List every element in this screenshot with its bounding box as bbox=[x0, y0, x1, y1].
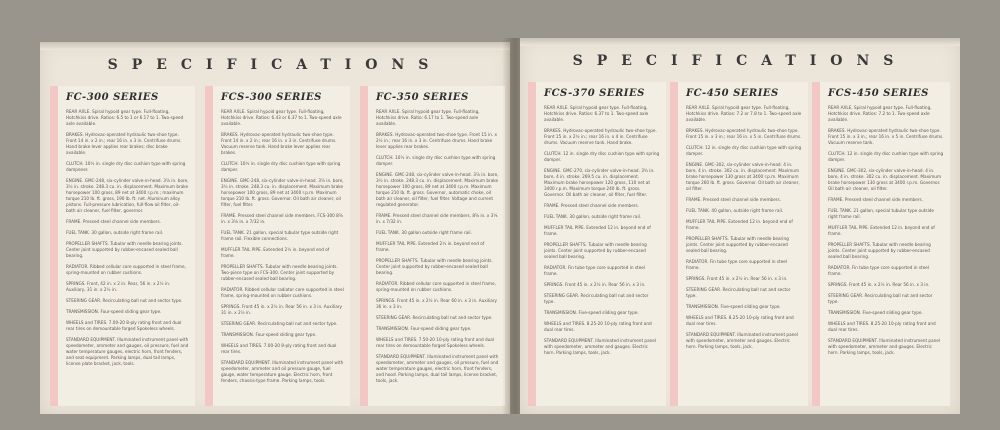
page-top-shadow bbox=[520, 38, 960, 46]
spec-column bbox=[528, 82, 666, 406]
spec-paragraph: MUFFLER TAIL PIPE. Extended 2½ in. beyond end of frame. bbox=[221, 247, 330, 258]
spec-paragraph: CLUTCH. 10½ in. single dry disc cushion type with spring dampener. bbox=[66, 161, 186, 172]
spec-paragraph: CLUTCH. 12 in. single dry disc cushion type with spring damper. bbox=[686, 145, 802, 156]
spec-paragraph: PROPELLER SHAFTS. Tubular with needle bearing joints. Center joint supported by rubber-encased sealed ball bearing. bbox=[686, 236, 789, 253]
spec-paragraph: PROPELLER SHAFTS. Tubular with needle bearing joints. Two-piece type on FCS-300. Center joint supported by rubber-encased sealed ball bearing. bbox=[221, 264, 338, 281]
spec-paragraph: REAR AXLE. Spiral hypoid gear type. Full-floating, Hotchkiss drive. Ratios: 7.2 or 7.8 to 1. Two-speed axle available. bbox=[686, 105, 802, 122]
spec-paragraph: STANDARD EQUIPMENT. Illuminated instrument panel with speedometer, ammeter and gauges. Electric horn. Parking lamps, tools, jack. bbox=[544, 338, 657, 355]
spec-paragraph: REAR AXLE. Spiral hypoid gear type. Full-floating, Hotchkiss drive. Ratios: 6.5 to 1 or 6.17 to 1. Two-speed axle available. bbox=[66, 109, 184, 126]
spec-paragraph: MUFFLER TAIL PIPE. Extended 12 in. beyond end of frame. bbox=[686, 219, 793, 230]
spec-paragraph: RADIATOR. Fin tube type core supported in steel frame. bbox=[828, 265, 930, 276]
spec-paragraph: CLUTCH. 12 in. single dry disc cushion type with spring damper. bbox=[544, 151, 660, 162]
spec-paragraph: FRAME. Pressed steel channel side members. FCS-300 8⅝ in. x 3⅛ in. x 7/32 in. bbox=[221, 213, 343, 224]
left-header-title: SPECIFICATIONS bbox=[107, 57, 443, 73]
spec-paragraph: RADIATOR. Ribbed cellular core supported in steel frame, spring-mounted on rubber cushions. bbox=[66, 264, 186, 275]
spec-paragraph: CLUTCH. 10½ in. single dry disc cushion type with spring damper. bbox=[221, 161, 341, 172]
spec-paragraph: STEERING GEAR. Recirculating ball nut and sector type. bbox=[66, 298, 183, 303]
spec-paragraph: ENGINE. GMC-248, six-cylinder valve-in-head. 3⅞ in. bore, 3½ in. stroke. 248.3 cu. in. displacement. Maximum brake horsepower 100 gross, 89 net at 3400 r.p.m. Maximum torque 210 lb. ft. gross. Governor, automatic choke, oil bath air cleaner, oil filter, fuel filter. Voltage and current regulated generator. bbox=[376, 172, 499, 207]
spec-column bbox=[812, 82, 950, 406]
spec-paragraph: FRAME. Pressed steel channel side members. bbox=[686, 197, 782, 202]
spec-paragraph: REAR AXLE. Spiral hypoid gear type. Full-floating, Hotchkiss drive. Ratio: 6.17 to 1. Two-speed axle available. bbox=[376, 109, 480, 126]
spec-paragraph: SPRINGS. Front 45 in. x 2½ in. Rear 56 in. x 3 in. bbox=[544, 282, 646, 287]
spec-paragraph: FRAME. Pressed steel channel side members. 8⅝ in. x 3⅛ in. x 7/32 in. bbox=[376, 213, 498, 224]
spec-paragraph: STEERING GEAR. Recirculating ball nut and sector type. bbox=[544, 293, 649, 304]
spec-paragraph: STANDARD EQUIPMENT. Illuminated instrument panel with speedometer, ammeter and gauges. Electric horn. Parking lamps, tools, jack. bbox=[828, 338, 941, 355]
spec-paragraph: WHEELS and TIRES. 7.50-20 10-ply rating front and dual rear tires on demountable forged Spokeless wheels. bbox=[376, 337, 495, 348]
spec-paragraph: WHEELS and TIRES. 8.25-20 10-ply rating front and dual rear tires. bbox=[828, 321, 936, 332]
spec-paragraph: WHEELS and TIRES. 8.25-20 10-ply rating front and dual rear tires. bbox=[686, 315, 794, 326]
spec-paragraph: RADIATOR. Ribbed cellular core supported in steel frame, spring-mounted on rubber cushions. bbox=[376, 281, 496, 292]
spec-column bbox=[205, 86, 350, 406]
spec-paragraph: PROPELLER SHAFTS. Tubular with needle bearing joints. Center joint supported by rubber-encased sealed ball bearing. bbox=[828, 242, 931, 259]
series-title: FCS-300 SERIES bbox=[221, 92, 322, 103]
spec-paragraph: FUEL TANK. 30 gallon outside right frame rail. bbox=[376, 230, 472, 235]
spec-paragraph: BRAKES. Hydrovac-operated hydraulic two-shoe type. Front 14 in. x 2 in.; rear 16 in. x 3 in. Centrifuse drums. Hand brake lever applies rear brakes; disc brake available. bbox=[66, 132, 182, 155]
spec-paragraph: STANDARD EQUIPMENT. Illuminated instrument panel with speedometer, ammeter and gauges, oil pressure, fuel and water temperature gauges, electric horn, front fenders, and seat equipment. Parking lamps, dual tail lamps, license plate bracket, jack, tools. bbox=[66, 337, 189, 366]
spec-paragraph: PROPELLER SHAFTS. Tubular with needle bearing joints. Center joint supported by rubber-encased sealed ball bearing. bbox=[544, 242, 647, 259]
spec-paragraph: FUEL TANK. 30 gallon, outside right frame rail. bbox=[66, 230, 164, 235]
series-title: FCS-450 SERIES bbox=[828, 88, 929, 99]
spec-paragraph: CLUTCH. 10½ in. single dry disc cushion type with spring damper. bbox=[376, 155, 496, 166]
spec-paragraph: STANDARD EQUIPMENT. Illuminated instrument panel with speedometer, ammeter and gauges. Electric horn. Parking lamps, tools, jack. bbox=[686, 332, 799, 349]
spec-paragraph: STEERING GEAR. Recirculating ball nut and sector type. bbox=[376, 315, 493, 320]
spec-paragraph: FUEL TANK. 40 gallon, outside right frame rail. bbox=[686, 208, 784, 213]
spec-paragraph: SPRINGS. Front 45 in. x 2½ in. Rear 56 in. x 3 in. bbox=[686, 276, 788, 281]
spec-paragraph: SPRINGS. Front 45 in. x 2½ in. Rear 56 in. x 3 in. bbox=[828, 282, 930, 287]
spec-paragraph: STANDARD EQUIPMENT. Illuminated instrument panel with speedometer, ammeter and oil pressure gauge, fuel gauge, water temperature gauge. Electric horn, front fenders, chassis-type frame. Parking lamps, tools. bbox=[221, 360, 344, 383]
spec-paragraph: CLUTCH. 12 in. single dry disc cushion type with spring damper. bbox=[828, 151, 944, 162]
series-title: FCS-370 SERIES bbox=[544, 88, 645, 99]
right-page bbox=[520, 38, 960, 414]
spec-paragraph: MUFFLER TAIL PIPE. Extended 12 in. beyond end of frame. bbox=[544, 225, 651, 236]
series-title: FC-450 SERIES bbox=[686, 88, 779, 99]
spec-paragraph: REAR AXLE. Spiral hypoid gear type. Full-floating, Hotchkiss drive. Ratios: 6.43 or 6.37 to 1. Two-speed axle available. bbox=[221, 109, 342, 126]
spec-paragraph: BRAKES. Hydrovac-operated hydraulic two-shoe type. Front 14 in. x 2 in.; rear 16 in. x 3 in. Centrifuse drums. Vacuum reserve tank. Hand brake lever applies rear brakes. bbox=[221, 132, 337, 155]
spec-paragraph: FUEL TANK. 30 gallon, outside right frame rail. bbox=[544, 214, 642, 219]
spec-column bbox=[670, 82, 808, 406]
spec-paragraph: FRAME. Pressed steel channel side members. bbox=[828, 197, 924, 202]
spec-paragraph: SPRINGS. Front 45 in. x 2½ in. Rear 56 in. x 3 in. Auxiliary 31 in. x 2½ in. bbox=[221, 304, 343, 315]
right-header-title: SPECIFICATIONS bbox=[572, 53, 908, 69]
spec-paragraph: TRANSMISSION. Four-speed sliding gear type. bbox=[221, 332, 317, 337]
spec-paragraph: RADIATOR. Fin tube type core supported in steel frame. bbox=[544, 265, 646, 276]
left-page bbox=[40, 42, 510, 414]
spec-paragraph: ENGINE. GMC-302, six-cylinder valve-in-head. 4 in. bore, 4 in. stroke. 302 cu. in. displacement. Maximum brake horsepower 130 gross at 3400 r.p.m. Maximum torque 260 lb. ft. gross. Governor. Oil bath air cleaner, oil filter. bbox=[686, 162, 800, 191]
spec-paragraph: TRANSMISSION. Five-speed sliding gear type. bbox=[828, 310, 923, 315]
spec-paragraph: ENGINE. GMC-302, six-cylinder valve-in-head. 4 in. bore, 4 in. stroke. 302 cu. in. displacement. Maximum brake horsepower 130 gross at 3400 r.p.m. Governor. Oil bath air cleaner, oil filter. bbox=[828, 168, 942, 191]
page-top-shadow bbox=[40, 42, 510, 50]
spec-paragraph: RADIATOR. Fin tube type core supported in steel frame. bbox=[686, 259, 788, 270]
spec-paragraph: STANDARD EQUIPMENT. Illuminated instrument panel with speedometer, ammeter and gauges, oil pressure, fuel and water temperature gauges, electric horn, front fenders, and hood. Parking lamps, dual tail lamps, license bracket, tools, jack. bbox=[376, 354, 499, 383]
spec-paragraph: STEERING GEAR. Recirculating ball nut and sector type. bbox=[686, 287, 791, 298]
spec-paragraph: BRAKES. Hydrovac-operated hydraulic two-shoe type. Front 15 in. x 2½ in.; rear 16 in. x 4 in. Centrifuse drums. Vacuum reserve tank. Hand brake. bbox=[544, 128, 657, 145]
spec-paragraph: TRANSMISSION. Four-speed sliding gear type. bbox=[376, 326, 472, 331]
spec-paragraph: WHEELS and TIRES. 7.00-20 8-ply rating front and dual rear tires. bbox=[221, 343, 337, 354]
series-title: FC-350 SERIES bbox=[376, 92, 469, 103]
spec-paragraph: TRANSMISSION. Four-speed sliding gear type. bbox=[66, 309, 162, 314]
spec-paragraph: REAR AXLE. Spiral hypoid gear type. Full-floating, Hotchkiss drive. Ratios: 7.2 to 1. Two-speed axle available. bbox=[828, 105, 932, 122]
spec-paragraph: MUFFLER TAIL PIPE. Extended 2½ in. beyond end of frame. bbox=[376, 241, 485, 252]
spec-column bbox=[360, 86, 505, 406]
spec-paragraph: TRANSMISSION. Five-speed sliding gear type. bbox=[686, 304, 781, 309]
spec-paragraph: PROPELLER SHAFTS. Tubular with needle bearing joints. Center joint supported by rubber-encased sealed ball bearing. bbox=[66, 241, 183, 258]
spec-paragraph: PROPELLER SHAFTS. Tubular with needle bearing joints. Center joint supported by rubber-encased sealed ball bearing. bbox=[376, 258, 493, 275]
spec-paragraph: BRAKES. Hydrovac-operated hydraulic two-shoe type. Front 15 in. x 3 in.; rear 16 in. x 5 in. Centrifuse drums. Vacuum reserve tank. bbox=[828, 128, 944, 145]
spec-paragraph: WHEELS and TIRES. 7.00-20 8-ply rating front and dual rear tires on demountable forged Spokeless wheels. bbox=[66, 320, 182, 331]
spec-paragraph: TRANSMISSION. Five-speed sliding gear type. bbox=[544, 310, 639, 315]
spec-paragraph: RADIATOR. Ribbed cellular radiator core supported in steel frame, spring-mounted on rubber cushions. bbox=[221, 287, 344, 298]
spec-paragraph: BRAKES. Hydrovac-operated two-shoe type. Front 15 in. x 2½ in.; rear 16 in. x 3 in. Centrifuse drums. Hand brake lever applies rear brakes. bbox=[376, 132, 497, 149]
spec-paragraph: FUEL TANK. 21 gallon, special tubular type outside right frame rail. bbox=[828, 208, 934, 219]
spec-paragraph: FUEL TANK. 21 gallon, special tubular type outside right frame rail. Flexible connections. bbox=[221, 230, 339, 241]
spec-paragraph: WHEELS and TIRES. 8.25-20 10-ply rating front and dual rear tires. bbox=[544, 321, 652, 332]
left-header bbox=[40, 50, 510, 80]
spec-paragraph: ENGINE. GMC-248, six-cylinder valve-in-head. 3⅞ in. bore, 3½ in. stroke. 248.3 cu. in. displacement. Maximum brake horsepower 100 gross, 89 net at 3400 r.p.m.; maximum torque 210 lb. ft. gross, 190 lb. ft. net. Aluminum alloy pistons. Full-pressure lubrication, full-flow oil filter, oil-bath air cleaner, fuel filter, governor. bbox=[66, 178, 189, 213]
series-title: FC-300 SERIES bbox=[66, 92, 159, 103]
spec-paragraph: ENGINE. GMC-270, six-cylinder valve-in-head. 3¾ in. bore, 4 in. stroke. 269.5 cu. in. displacement. Maximum brake horsepower 120 gross, 110 net at 3400 r.p.m. Maximum torque 240 lb. ft. gross. Governor. Oil bath air cleaner, oil filter, fuel filter. bbox=[544, 168, 655, 197]
spec-paragraph: MUFFLER TAIL PIPE. Extended 12 in. beyond end of frame. bbox=[828, 225, 935, 236]
spec-paragraph: FRAME. Pressed steel channel side members. bbox=[66, 219, 162, 224]
spec-paragraph: ENGINE. GMC-248, six-cylinder valve-in-head. 3⅞ in. bore, 3½ in. stroke. 248.3 cu. in. displacement. Maximum brake horsepower 100 gross, 89 net at 3400 r.p.m. Maximum torque 210 lb. ft. gross. Governor. Oil bath air cleaner, oil filter, fuel filter. bbox=[221, 178, 344, 207]
spec-paragraph: BRAKES. Hydrovac-operated hydraulic two-shoe type. Front 15 in. x 3 in.; rear 16 in. x 5 in. Centrifuse drums. bbox=[686, 128, 802, 139]
spec-paragraph: STEERING GEAR. Recirculating ball nut and sector type. bbox=[828, 293, 933, 304]
right-header bbox=[520, 46, 960, 76]
spec-column bbox=[50, 86, 195, 406]
spec-paragraph: SPRINGS. Front 45 in. x 2½ in. Rear 60 in. x 3 in. Auxiliary 36 in. x 3 in. bbox=[376, 298, 498, 309]
spec-paragraph: FRAME. Pressed steel channel side members. bbox=[544, 203, 640, 208]
spec-paragraph: REAR AXLE. Spiral hypoid gear type. Full-floating, Hotchkiss drive. Ratios: 6.37 to 1. Two-speed axle available. bbox=[544, 105, 649, 122]
spec-paragraph: SPRINGS. Front, 42 in. x 2 in. Rear, 56 in. x 2½ in. Auxiliary, 31 in. x 2½ in. bbox=[66, 281, 171, 292]
spec-paragraph: STEERING GEAR. Recirculating ball nut and sector type. bbox=[221, 321, 338, 326]
